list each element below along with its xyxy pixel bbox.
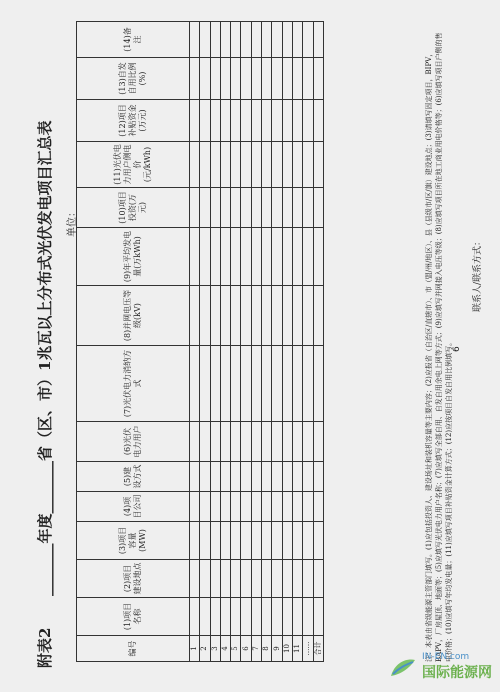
column-header: (1)项目名称 <box>77 598 190 636</box>
table-cell <box>303 100 313 142</box>
table-cell <box>282 560 292 598</box>
table-cell <box>210 462 220 492</box>
table-cell <box>303 598 313 636</box>
column-header: (10)项目投资(万元) <box>77 188 190 228</box>
table-cell <box>200 346 210 422</box>
table-cell <box>241 58 251 100</box>
table-row <box>251 22 261 662</box>
table-cell <box>241 22 251 58</box>
table-cell <box>313 522 323 560</box>
table-cell <box>190 462 200 492</box>
contact-line: 联系人/联系方式： <box>473 236 483 312</box>
table-cell <box>292 422 302 462</box>
table-cell <box>282 462 292 492</box>
table-cell <box>262 598 272 636</box>
table-cell <box>303 346 313 422</box>
summary-table <box>76 21 324 662</box>
table-cell <box>262 560 272 598</box>
table-cell <box>220 422 230 462</box>
table-cell <box>292 462 302 492</box>
table-cell <box>303 560 313 598</box>
table-cell <box>231 100 241 142</box>
table-cell <box>190 100 200 142</box>
table-cell <box>251 22 261 58</box>
table-cell <box>251 100 261 142</box>
table-cell <box>220 228 230 286</box>
table-cell <box>190 598 200 636</box>
table-cell <box>282 100 292 142</box>
table-cell <box>220 100 230 142</box>
table-cell <box>272 286 282 346</box>
table-cell <box>231 228 241 286</box>
table-cell <box>210 286 220 346</box>
table-cell <box>272 142 282 188</box>
table-cell <box>190 286 200 346</box>
table-cell <box>313 142 323 188</box>
table-cell <box>210 22 220 58</box>
table-cell <box>251 422 261 462</box>
table-cell <box>292 100 302 142</box>
table-cell <box>262 142 272 188</box>
column-header: (2)项目建设地点 <box>77 560 190 598</box>
table-cell <box>220 522 230 560</box>
table-cell <box>220 22 230 58</box>
table-cell <box>262 188 272 228</box>
table-cell <box>231 58 241 100</box>
row-index-cell: 7 <box>251 636 261 662</box>
row-index-cell: 9 <box>272 636 282 662</box>
table-row <box>210 22 220 662</box>
table-cell <box>272 462 282 492</box>
table-cell <box>210 422 220 462</box>
column-header: (6)光伏电力用户 <box>77 422 190 462</box>
table-cell <box>313 560 323 598</box>
table-cell <box>282 228 292 286</box>
table-cell <box>241 492 251 522</box>
table-body <box>190 22 324 662</box>
table-cell <box>210 188 220 228</box>
table-cell <box>200 522 210 560</box>
table-row <box>292 22 302 662</box>
column-header: (8)并网电压等级(kV) <box>77 286 190 346</box>
column-header: (14)备注 <box>77 22 190 58</box>
table-cell <box>200 598 210 636</box>
table-cell <box>313 100 323 142</box>
table-cell <box>200 58 210 100</box>
column-header: (9)年平均发电量(万kWh) <box>77 228 190 286</box>
table-cell <box>231 522 241 560</box>
table-cell <box>200 228 210 286</box>
row-index-cell: 合计 <box>313 636 323 662</box>
table-cell <box>292 188 302 228</box>
table-cell <box>241 522 251 560</box>
table-cell <box>190 228 200 286</box>
column-header: (12)项目补贴资金(万元) <box>77 100 190 142</box>
notes-text: 注：本表由省级能源主管部门填写。(1)应包括投资人、建设场址和装机容量等主要内容；(2)应报省（自治区/直辖市）、市（盟/州/地区）、县（县级市/区/旗）建设地点；(3)请填写固定项目，BIPV，BAPV，厂房屋顶、地面等；(5)应填写光伏电力用户名称；(7)应填写全部自用、自发自用余电上网等方式；(9)应填写并网接入电压等级；(8)应填写项目所在地工商业用电价格等；(6)应填写项目户侧的售电价格；(10)应填写年均发电量；(11)应填写项目补贴资金计算方式；(12)应按项目自发自用比例填写。 <box>425 32 453 662</box>
table-cell <box>241 188 251 228</box>
table-cell <box>292 560 302 598</box>
table-cell <box>241 598 251 636</box>
table-cell <box>292 228 302 286</box>
table-cell <box>220 346 230 422</box>
table-cell <box>313 286 323 346</box>
table-row <box>241 22 251 662</box>
page-number: 6 <box>452 346 462 352</box>
table-cell <box>231 492 241 522</box>
table-cell <box>282 522 292 560</box>
table-cell <box>190 188 200 228</box>
table-cell <box>220 492 230 522</box>
unit-label: 单位： <box>67 207 78 237</box>
table-cell <box>210 560 220 598</box>
table-cell <box>282 58 292 100</box>
table-cell <box>313 422 323 462</box>
table-cell <box>200 462 210 492</box>
table-cell <box>210 522 220 560</box>
table-cell <box>241 560 251 598</box>
table-cell <box>282 188 292 228</box>
row-index-cell: 11 <box>292 636 302 662</box>
table-cell <box>282 346 292 422</box>
table-cell <box>251 188 261 228</box>
table-cell <box>282 422 292 462</box>
table-cell <box>262 58 272 100</box>
row-index-cell: …… <box>303 636 313 662</box>
table-row <box>190 22 200 662</box>
table-row <box>220 22 230 662</box>
table-cell <box>251 346 261 422</box>
table-cell <box>313 188 323 228</box>
table-cell <box>190 22 200 58</box>
table-cell <box>251 142 261 188</box>
table-cell <box>231 22 241 58</box>
table-cell <box>303 462 313 492</box>
table-cell <box>220 188 230 228</box>
table-cell <box>190 492 200 522</box>
row-index-cell: 1 <box>190 636 200 662</box>
table-cell <box>303 492 313 522</box>
table-cell <box>292 22 302 58</box>
table-cell <box>262 100 272 142</box>
table-cell <box>200 286 210 346</box>
table-cell <box>251 58 261 100</box>
table-cell <box>262 346 272 422</box>
table-cell <box>303 22 313 58</box>
table-cell <box>272 422 282 462</box>
table-row <box>262 22 272 662</box>
table-cell <box>303 142 313 188</box>
table-header-row <box>77 22 190 662</box>
table-cell <box>200 492 210 522</box>
table-cell <box>272 598 282 636</box>
table-cell <box>200 22 210 58</box>
table-cell <box>292 286 302 346</box>
table-cell <box>210 598 220 636</box>
table-cell <box>241 100 251 142</box>
table-cell <box>313 228 323 286</box>
table-row <box>200 22 210 662</box>
table-cell <box>303 58 313 100</box>
table-cell <box>272 560 282 598</box>
column-header: (4)项目公司 <box>77 492 190 522</box>
table-cell <box>251 492 261 522</box>
row-index-cell: 8 <box>262 636 272 662</box>
table-cell <box>251 560 261 598</box>
table-cell <box>292 492 302 522</box>
table-cell <box>313 58 323 100</box>
table-cell <box>272 492 282 522</box>
table-cell <box>200 422 210 462</box>
table-cell <box>282 492 292 522</box>
table-row <box>231 22 241 662</box>
table-cell <box>231 462 241 492</box>
table-cell <box>262 22 272 58</box>
table-cell <box>190 522 200 560</box>
row-index-cell: 6 <box>241 636 251 662</box>
table-cell <box>251 522 261 560</box>
logo-text-en: IN-EN.com <box>422 652 470 662</box>
table-cell <box>200 100 210 142</box>
row-index-cell: 3 <box>210 636 220 662</box>
table-cell <box>262 462 272 492</box>
page-title: _______年度_______省（区、市）1兆瓦以上分布式光伏发电项目汇总表 <box>36 120 54 596</box>
table-cell <box>231 346 241 422</box>
table-cell <box>190 346 200 422</box>
table-cell <box>292 346 302 422</box>
table-row <box>313 22 323 662</box>
column-header: (11)光伏电力用户侧电价(元/kWh) <box>77 142 190 188</box>
table-cell <box>210 492 220 522</box>
table-cell <box>231 188 241 228</box>
table-cell <box>220 560 230 598</box>
table-cell <box>231 560 241 598</box>
table-row <box>303 22 313 662</box>
table-cell <box>313 462 323 492</box>
table-row <box>272 22 282 662</box>
table-cell <box>262 228 272 286</box>
table-cell <box>272 188 282 228</box>
table-cell <box>313 346 323 422</box>
table-cell <box>292 142 302 188</box>
table-cell <box>220 598 230 636</box>
table-cell <box>190 142 200 188</box>
table-cell <box>272 228 282 286</box>
table-cell <box>210 228 220 286</box>
table-cell <box>210 58 220 100</box>
table-cell <box>292 58 302 100</box>
table-cell <box>313 598 323 636</box>
table-cell <box>262 522 272 560</box>
table-cell <box>241 228 251 286</box>
table-cell <box>220 462 230 492</box>
summary-table-wrapper <box>76 22 324 662</box>
appendix-label: 附表2 <box>36 627 54 668</box>
table-cell <box>220 142 230 188</box>
table-cell <box>210 346 220 422</box>
column-header: (5)建设方式 <box>77 462 190 492</box>
table-cell <box>241 286 251 346</box>
table-cell <box>251 286 261 346</box>
table-row <box>282 22 292 662</box>
leaf-logo-icon <box>389 656 417 678</box>
table-cell <box>251 228 261 286</box>
site-logo <box>389 652 492 682</box>
logo-text <box>422 652 492 682</box>
row-index-cell: 4 <box>220 636 230 662</box>
table-cell <box>272 22 282 58</box>
table-cell <box>241 422 251 462</box>
row-index-cell: 5 <box>231 636 241 662</box>
table-cell <box>210 142 220 188</box>
table-cell <box>241 142 251 188</box>
table-cell <box>241 346 251 422</box>
table-cell <box>220 58 230 100</box>
table-cell <box>292 598 302 636</box>
table-cell <box>292 522 302 560</box>
table-cell <box>231 598 241 636</box>
table-cell <box>190 422 200 462</box>
table-cell <box>251 462 261 492</box>
table-cell <box>210 100 220 142</box>
row-index-cell: 2 <box>200 636 210 662</box>
table-cell <box>282 286 292 346</box>
table-cell <box>303 228 313 286</box>
table-cell <box>190 58 200 100</box>
table-cell <box>303 188 313 228</box>
table-cell <box>282 142 292 188</box>
table-cell <box>303 286 313 346</box>
table-cell <box>220 286 230 346</box>
table-cell <box>272 346 282 422</box>
table-cell <box>262 286 272 346</box>
table-cell <box>200 188 210 228</box>
table-cell <box>303 422 313 462</box>
table-cell <box>262 492 272 522</box>
table-cell <box>313 22 323 58</box>
table-cell <box>190 560 200 598</box>
table-cell <box>303 522 313 560</box>
table-cell <box>231 142 241 188</box>
column-header: 编号 <box>77 636 190 662</box>
table-cell <box>231 422 241 462</box>
table-cell <box>272 58 282 100</box>
table-cell <box>282 598 292 636</box>
row-index-cell: 10 <box>282 636 292 662</box>
table-cell <box>262 422 272 462</box>
table-cell <box>200 560 210 598</box>
logo-text-cn: 国际能源网 <box>422 665 492 681</box>
table-cell <box>231 286 241 346</box>
table-cell <box>313 492 323 522</box>
table-cell <box>200 142 210 188</box>
column-header: (3)项目容量(MW) <box>77 522 190 560</box>
table-cell <box>272 100 282 142</box>
column-header: (13)自发自用比例(%) <box>77 58 190 100</box>
table-cell <box>251 598 261 636</box>
table-cell <box>241 462 251 492</box>
table-cell <box>282 22 292 58</box>
column-header: (7)光伏电力消纳方式 <box>77 346 190 422</box>
table-cell <box>272 522 282 560</box>
